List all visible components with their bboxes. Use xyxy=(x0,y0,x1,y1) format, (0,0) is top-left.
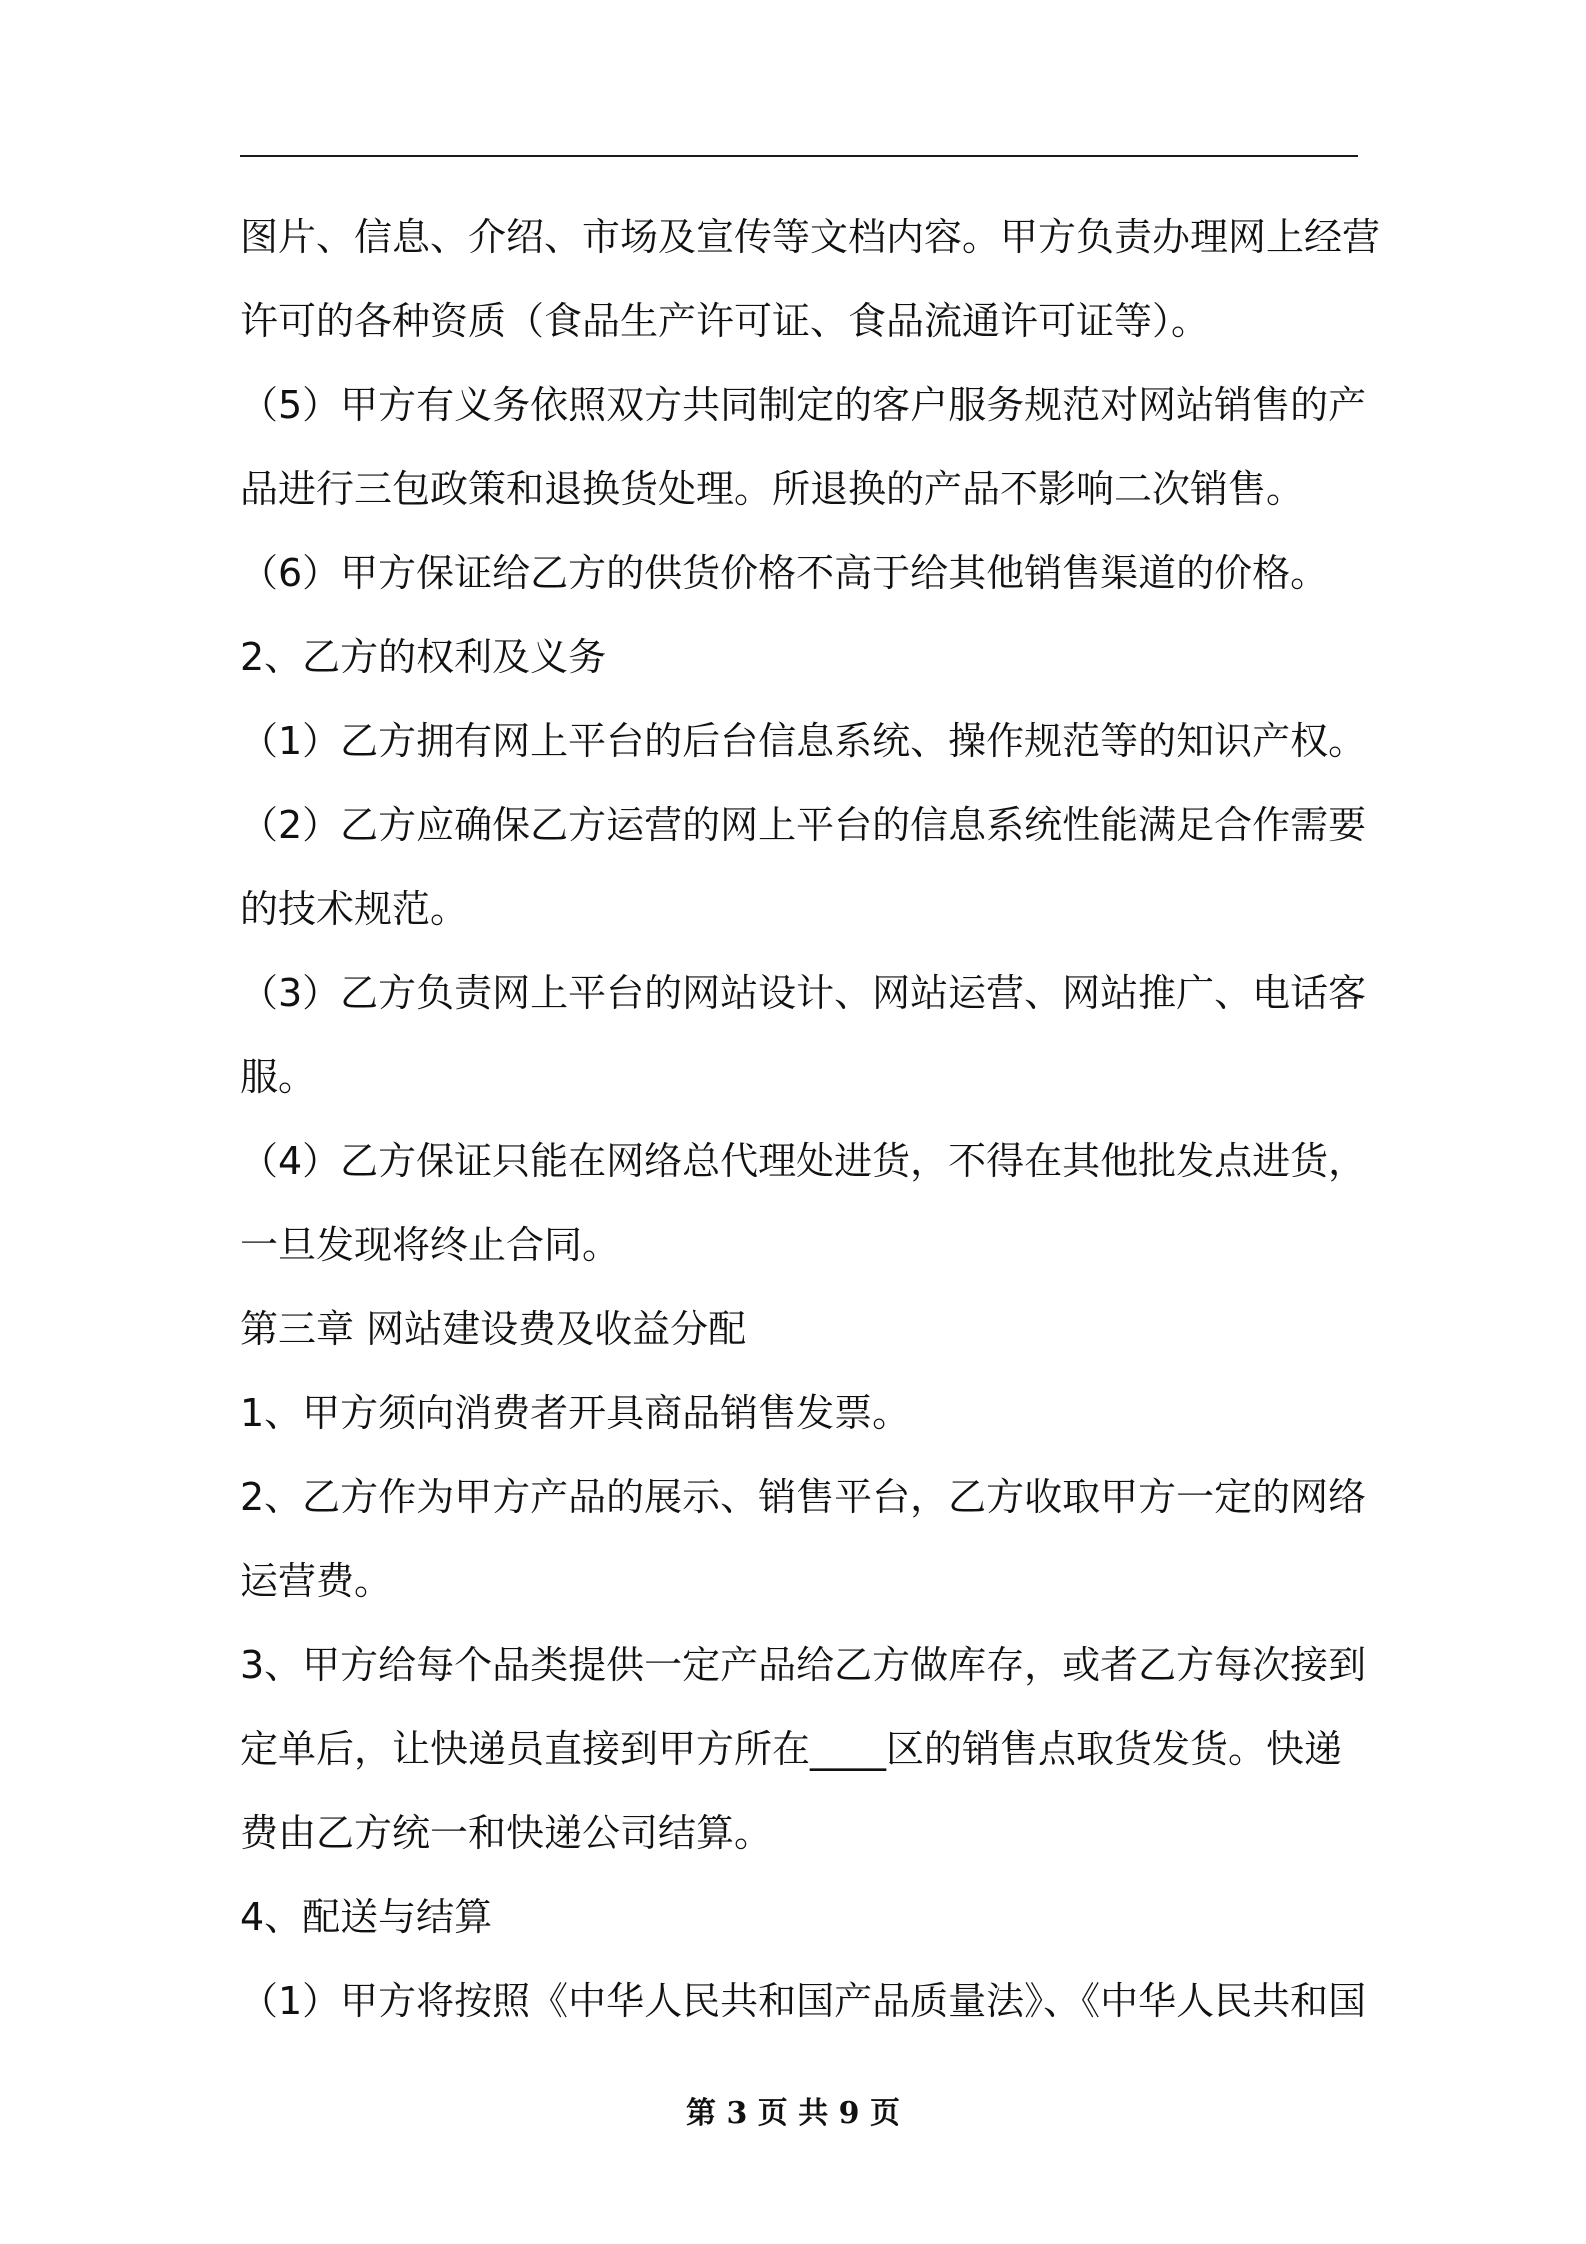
section-heading: 4、配送与结算 xyxy=(240,1895,493,1939)
text-line: 图片、信息、介绍、市场及宣传等文档内容。甲方负责办理网上经营 xyxy=(240,215,1381,259)
page-number: 第 3 页 共 9 页 xyxy=(686,2096,900,2131)
text-line: 一旦发现将终止合同。 xyxy=(240,1223,621,1267)
text-line: （4）乙方保证只能在网络总代理处进货，不得在其他批发点进货， xyxy=(240,1139,1367,1183)
section-heading: 2、乙方的权利及义务 xyxy=(240,635,607,679)
text-line: 许可的各种资质（食品生产许可证、食品流通许可证等）。 xyxy=(240,299,1210,343)
text-line: （6）甲方保证给乙方的供货价格不高于给其他销售渠道的价格。 xyxy=(240,551,1329,595)
header-rule xyxy=(240,155,1358,157)
text-line: 1、甲方须向消费者开具商品销售发票。 xyxy=(240,1391,911,1435)
text-line: 定单后，让快递员直接到甲方所在____区的销售点取货发货。快递 xyxy=(240,1727,1343,1771)
text-line: 3、甲方给每个品类提供一定产品给乙方做库存，或者乙方每次接到 xyxy=(240,1643,1367,1687)
text-line: 2、乙方作为甲方产品的展示、销售平台，乙方收取甲方一定的网络 xyxy=(240,1475,1367,1519)
text-line: 服。 xyxy=(240,1055,317,1099)
text-line: 运营费。 xyxy=(240,1559,393,1603)
text-line: 的技术规范。 xyxy=(240,887,469,931)
text-line: 费由乙方统一和快递公司结算。 xyxy=(240,1811,773,1855)
text-line: （3）乙方负责网上平台的网站设计、网站运营、网站推广、电话客 xyxy=(240,971,1367,1015)
text-line: （2）乙方应确保乙方运营的网上平台的信息系统性能满足合作需要 xyxy=(240,803,1367,847)
document-body xyxy=(240,195,1381,2043)
text-line: （5）甲方有义务依照双方共同制定的客户服务规范对网站销售的产 xyxy=(240,383,1367,427)
chapter-heading: 第三章 网站建设费及收益分配 xyxy=(240,1307,747,1351)
text-line: （1）乙方拥有网上平台的后台信息系统、操作规范等的知识产权。 xyxy=(240,719,1367,763)
text-line: （1）甲方将按照《中华人民共和国产品质量法》、《中华人民共和国 xyxy=(240,1979,1367,2023)
text-line: 品进行三包政策和退换货处理。所退换的产品不影响二次销售。 xyxy=(240,467,1305,511)
